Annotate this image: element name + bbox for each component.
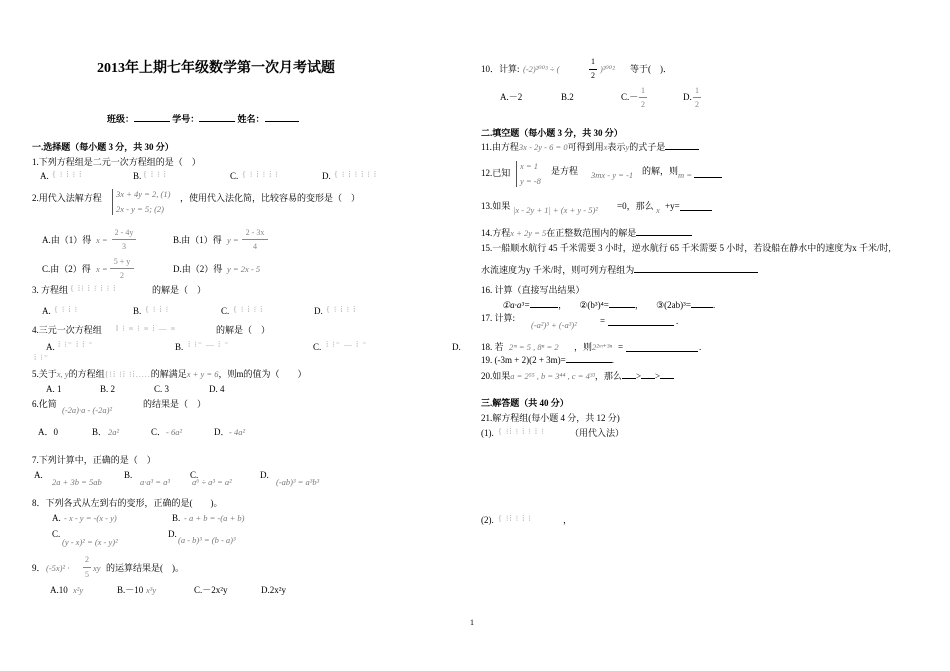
q7-option-d[interactable]: D. [260,470,269,480]
q18-stem-b: ，则 [574,342,593,352]
section-fill-title: 二.填空题（每小题 3 分，共 30 分） [481,128,623,138]
q10-option-c-bar [639,97,647,98]
q21-part2-tail: ， [563,515,573,525]
q10-option-c-num: 1 [641,86,645,95]
q9-expression: (-5x)² · [46,563,70,573]
q13-answer-blank[interactable] [680,201,712,211]
q5-option-b[interactable]: B. 2 [100,384,116,394]
q9-stem-end: 的运算结果是( )。 [106,563,184,573]
page-number: 1 [470,618,474,627]
q3-system-icon: { ⁞⁝ ⁞ ⁝ ⁞ ⁝ ⁞ [70,284,117,293]
q3-option-a[interactable]: A. [42,306,51,316]
q12-stem-b: 是方程 [551,166,579,176]
q10-stem-start: 10．计算: [481,64,520,74]
q3-option-b-icon: { ⁝ ⁞ ⁝ [145,305,170,314]
q16-part-b: ②(b³)⁴= [579,300,609,310]
q15-line1: 15.一船顺水航行 45 千米需要 3 小时，逆水航行 65 千米需要 5 小时，若设船在静水中的速度为x 千米/时, [481,243,891,253]
q20-stem-a: 20.如果 [481,371,511,381]
q6-option-d-expr: - 4a² [229,427,246,437]
q17-eq: = [600,316,606,326]
q10-option-b[interactable]: B.2 [561,92,574,102]
q5-option-a[interactable]: A. 1 [46,384,62,394]
q4-option-d-icon: ⁞ ⁝⁼ [34,353,49,362]
q10-half-bar [589,69,597,70]
q9-option-b-expr: x³y [146,585,157,595]
q13-var-x: x [656,205,660,215]
q2-stem-end: ，使用代入法化简，比较容易的变形是（ ） [180,193,361,203]
q1-option-b[interactable]: B. [133,171,142,181]
q6-option-a[interactable]: A．0 [38,427,58,437]
q5-system-icon: {⁝⁞ ⁝⁞ ⁝⁞..... [104,370,151,379]
q4-option-c[interactable]: C. [313,342,322,352]
q16-parts: ①a·a³= ， ②(b³)⁴= ， ③(2ab)³= . [502,300,716,310]
student-info-row [107,114,299,125]
q2-system-brace [112,189,113,215]
q16-blank-a[interactable] [530,307,558,308]
q8-option-b-expr: - a + b = -(a + b) [184,513,245,523]
q5-stem [32,369,307,380]
q2-option-a-den: 3 [122,242,126,251]
q11-stem-b: 可得到用 [567,142,604,152]
q13-stem-start: 13.如果 [481,201,511,211]
q8-option-c-expr: (y - x)² = (x - y)² [62,537,118,547]
q17-answer-blank[interactable] [608,316,674,326]
q21-part1-label: (1). [481,428,494,438]
q17-expression: (-a²)³ + (-a³)² [531,320,577,330]
q6-stem-end: 的结果是（ ） [143,399,207,409]
q4-system-icon: ‖ ⁝ ≡ ⁝ ≡ ⁞ — ≡ [116,324,177,333]
q9-expression-tail: xy [93,563,101,573]
q19-line: 19. (-3m + 2)(2 + 3m)= . [481,355,614,365]
q3-stem-start: 3. 方程组 [32,285,69,295]
q16-part-c: ③(2ab)³= [656,300,691,310]
q11-stem-d: 的式子是 [629,142,666,152]
q5-stem-b: 的方程组 [68,369,105,379]
q11-var-y: y [625,142,630,152]
q16-blank-b[interactable] [609,307,635,308]
q21-part2-system-icon: { ⁝⁞ ⁝ ⁞ ⁝ [498,514,532,523]
q10-expression: (-2)²⁰⁰³ ÷ ( [523,64,560,74]
q10-stem-end: 等于( )． [630,64,672,74]
q9-option-a-expr: x²y [73,585,84,595]
q20-blank-3[interactable] [660,378,674,379]
page-title: 2013年上期七年级数学第一次月考试题 [97,61,335,76]
q12-equation: 3mx - y = -1 [591,170,634,180]
q11-var-x: x [603,142,608,152]
q7-option-a[interactable]: A. [34,470,43,480]
q18-period: . [699,342,702,352]
q10-option-c[interactable]: C.－ [621,92,639,102]
q9-option-a[interactable]: A.10 [50,585,68,595]
q9-option-b[interactable]: B.－10 [117,585,144,595]
q18-condition: 2ᵐ = 5 , 8ⁿ = 2 [509,342,559,352]
q7-stem: 7.下列计算中，正确的是（ ） [32,455,156,465]
q8-option-a-expr: - x - y = -(x - y) [64,513,117,523]
q16-part-a: ①a·a³= [502,300,531,310]
q5-option-d[interactable]: D. 4 [209,384,225,394]
q2-option-d[interactable]: D.由（2）得 [173,264,223,274]
q21-part1-system-icon: { ⁝⁞ ⁝ ⁞ ⁝ ⁞ ⁝ [498,427,545,436]
q11-stem-c: 表示 [607,142,626,152]
q20-gt-2: > [655,371,661,381]
q10-expression-tail: )²⁰⁰² [600,64,615,74]
q15-answer-blank[interactable] [634,272,758,273]
q8-option-a[interactable]: A. [52,513,61,523]
q4-option-c-icon: ⁞ ⁝⁼ — ⁞ ⁼ [326,340,368,349]
q21-part2-label: (2). [481,515,494,525]
q10-option-d-bar [693,97,701,98]
class-blank[interactable] [134,121,170,122]
q12-eq2: y = -8 [520,176,541,186]
q1-system-a-icon: { ⁝ ⁞ ⁝ ⁞ [52,170,83,179]
q1-system-d-icon: { ⁝ ⁞ ⁝ ⁞ ⁝ ⁞ [334,170,378,179]
q18-answer-blank[interactable] [626,342,698,352]
q16-blank-c[interactable] [691,307,713,308]
q21-stem: 21.解方程组(每小题 4 分，共 12 分) [481,413,620,423]
q2-option-c-num: 5 + y [113,257,131,266]
q6-option-b-expr: 2a² [108,427,120,437]
q8-option-d[interactable]: D. [168,529,177,539]
q18-stem-a: 18. 若 [481,342,504,352]
q20-line [481,371,674,382]
q2-option-b-num: 2 - 3x [245,228,265,237]
q6-option-d[interactable]: D． [214,427,230,437]
q7-option-d-expr: (-ab)³ = a³b³ [276,477,320,487]
q21-part1-note: （用代入法） [570,428,625,438]
q9-frac-num: 2 [85,555,89,564]
q2-option-b-lhs: y = [227,235,239,245]
q2-eq1: 3x + 4y = 2, (1) [116,189,171,199]
q20-values: a = 2⁵⁵ , b = 3⁴⁴ , c = 4³³ [510,371,595,381]
q6-stem-start: 6.化简 [32,399,57,409]
q15-line2 [481,265,758,276]
q8-stem: 8．下列各式从左到右的变形，正确的是( )。 [32,498,223,508]
q2-option-c-lhs: x = [96,264,108,274]
section-choice-title: 一.选择题（每小题 3 分，共 30 分） [32,142,174,152]
q20-stem-b: ，那么 [594,371,622,381]
name-label: 姓名： [237,114,265,124]
id-label: 学号： [172,114,200,124]
q10-option-d[interactable]: D. [683,92,692,102]
q20-blank-2[interactable] [641,378,655,379]
q9-option-c[interactable]: C.－2x²y [194,585,228,595]
q13-stem-c: +y= [665,201,680,211]
q4-stem-end: 的解是（ ） [216,325,271,335]
q14-stem-b: 在正整数范围内的解是 [546,228,637,238]
q9-option-d[interactable]: D.2x²y [261,585,286,595]
q5-option-c[interactable]: C. 3 [154,384,170,394]
q19-answer-blank[interactable] [566,362,612,363]
q9-frac-bar [83,567,91,568]
q2-option-b-den: 4 [253,242,257,251]
q2-option-c-bar [110,268,134,269]
q15-line2-text: 水流速度为y 千米/时，则可列方程组为 [481,265,635,275]
q4-stem-start: 4.三元一次方程组 [32,325,102,335]
q19-stem: 19. (-3m + 2)(2 + 3m)= [481,355,566,365]
q9-stem-start: 9． [32,563,46,573]
q10-option-a[interactable]: A.－2 [500,92,523,102]
q2-option-b[interactable]: B.由（1）得 [173,235,222,245]
q18-expression: 2²ᵐ⁺³ⁿ [592,342,613,352]
q3-option-c[interactable]: C. [221,306,230,316]
q3-option-d[interactable]: D. [314,306,323,316]
q12-eq1: x = 1 [520,161,539,171]
q13-expression: |x - 2y + 1| + (x + y - 5)² [513,205,598,215]
q10-option-c-den: 2 [641,100,645,109]
q2-option-c-den: 2 [120,271,124,280]
q1-system-b-icon: { ⁞ ⁝ ⁞ [143,170,167,179]
q6-expression: (-2a)·a - (-2a)² [62,405,112,415]
q1-option-a[interactable]: A. [40,171,49,181]
q11-answer-blank[interactable] [665,149,699,150]
q11-line [481,142,699,153]
q7-option-a-expr: 2a + 3b = 5ab [52,477,102,487]
q12-system-brace [516,161,517,187]
q8-option-c[interactable]: C. [52,529,61,539]
q2-option-a[interactable]: A.由（1）得 [42,235,92,245]
q8-option-b[interactable]: B. [172,513,181,523]
q14-line [481,228,692,239]
q7-option-b[interactable]: B. [124,470,133,480]
q5-stem-d: ，则m的值为（ ） [218,369,307,379]
q12-answer-blank[interactable] [694,168,722,178]
q3-option-b[interactable]: B. [133,306,142,316]
q7-option-b-expr: a·a³ = a³ [140,477,170,487]
q7-option-c[interactable]: C. [190,470,199,480]
q9-frac-den: 5 [85,570,89,579]
q5-stem-a: 5.关于 [32,369,57,379]
q7-option-c-expr: a⁶ ÷ a³ = a² [192,477,232,487]
q4-option-b-icon: ⁞ ⁝⁼ — ⁞ ⁼ [188,340,230,349]
q5-vars: x, y [56,369,69,379]
q13-stem-b: =0，那么 [617,201,654,211]
q2-option-a-lhs: x = [96,235,108,245]
q2-option-d-expr: y = 2x - 5 [227,264,261,274]
q2-option-b-bar [242,239,268,240]
q3-option-a-icon: { ⁝ ⁞ ⁝ [54,305,79,314]
q4-option-a-icon: ⁞ ⁝⁼ ⁞ ⁞ ⁼ [58,340,94,349]
q4-option-a[interactable]: A. [46,342,55,352]
q14-stem-a: 14.方程 [481,228,511,238]
q14-answer-blank[interactable] [636,235,692,236]
q3-option-d-icon: { ⁝ ⁞ ⁝ ⁞ [326,305,357,314]
q12-stem-start: 12.已知 [481,168,511,178]
q10-option-d-den: 2 [695,100,699,109]
q20-gt-1: > [635,371,642,381]
q1-option-c[interactable]: C. [230,171,239,181]
q2-option-a-bar [112,239,136,240]
q6-option-b[interactable]: B． [92,427,108,437]
q10-half-den: 2 [591,71,595,80]
q14-equation: x + 2y = 5 [510,228,547,238]
id-blank[interactable] [199,121,235,122]
q11-stem-a: 11.由方程 [481,142,519,152]
q12-m-eq: m = [678,170,692,180]
q12-stem-c: 的解，则 [642,166,679,176]
q10-option-d-num: 1 [695,86,699,95]
q8-option-d-expr: (a - b)³ = (b - a)³ [178,535,236,545]
q1-stem: 1.下列方程组是二元一次方程组的是（ ） [32,157,201,167]
name-blank[interactable] [265,121,299,122]
q6-option-c-expr: - 6a² [166,427,183,437]
q6-option-c[interactable]: C． [151,427,167,437]
q4-option-d[interactable]: D. [452,342,461,352]
q3-stem-end: 的解是（ ） [152,285,207,295]
q5-condition: x + y = 6 [186,369,219,379]
q4-option-b[interactable]: B. [175,342,184,352]
q1-option-d[interactable]: D. [322,171,331,181]
q1-system-c-icon: { ⁝ ⁞ ⁝ ⁞ ⁝ [242,170,279,179]
q2-stem-start: 2.用代入法解方程 [32,193,102,203]
q18-eq: = [618,342,624,352]
q11-equation: 3x - 2y - 6 = 0 [518,142,568,152]
q2-option-a-num: 2 - 4y [114,228,134,237]
q17-period: . [676,316,679,326]
q17-stem: 17. 计算: [481,313,516,323]
section-answer-title: 三.解答题（共 40 分） [481,398,569,408]
q16-stem: 16. 计算（直接写出结果） [481,285,585,295]
q20-blank-1[interactable] [622,378,636,379]
q2-option-c[interactable]: C.由（2）得 [42,264,91,274]
q5-stem-c: 的解满足 [150,369,187,379]
q10-half-num: 1 [591,57,595,66]
q3-option-c-icon: { ⁝ ⁞ ⁝ ⁞ [233,305,264,314]
q2-eq2: 2x - y = 5; (2) [116,204,164,214]
class-label: 班级： [107,114,135,124]
